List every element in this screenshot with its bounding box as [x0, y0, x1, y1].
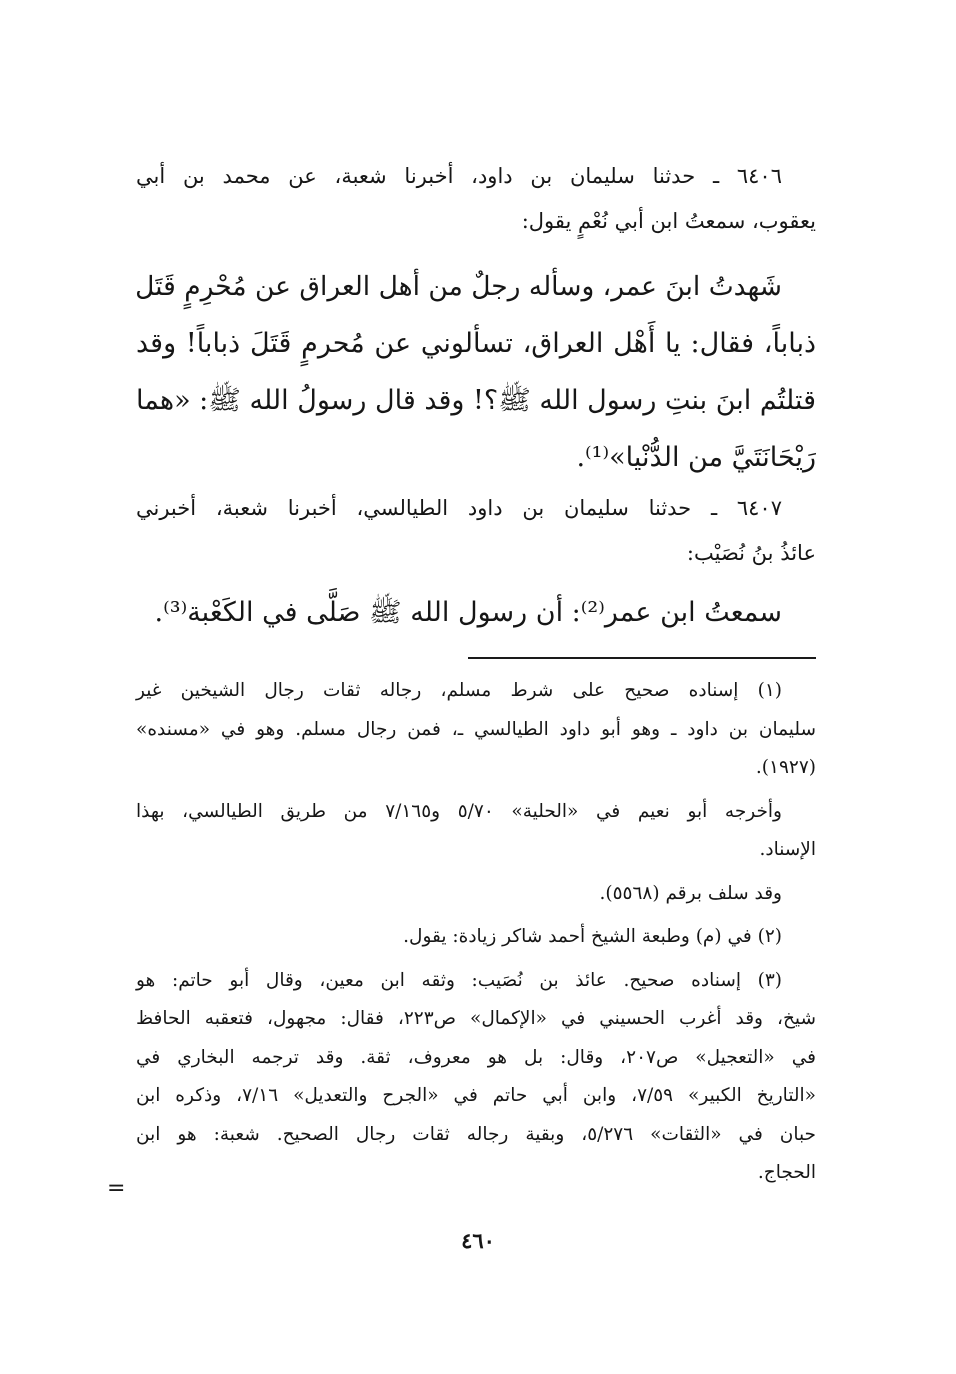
- text-line: (٣) إسناده صحيح. عائذ بن نُصَيب: وثقه ابن معين، وقال أبو حاتم: هو: [136, 969, 782, 991]
- text-line: وقد سلف برقم (٥٥٦٨).: [599, 882, 782, 904]
- footnote-divider: [468, 657, 816, 659]
- page-number: ٤٦٠: [461, 1228, 495, 1253]
- footnote-1-crossref: [136, 875, 816, 914]
- hadith-6407-isnad: [136, 486, 816, 576]
- hadith-6407-matn: [136, 584, 816, 641]
- text-line: الإسناد.: [759, 839, 816, 860]
- continuation-mark: =: [107, 1176, 126, 1201]
- footnote-2: [136, 918, 816, 957]
- hadith-6406-matn: [136, 258, 816, 486]
- footnote-1: [136, 672, 816, 788]
- text-line: رَيْحَانَتَيَّ من الدُّنْيا»⁽¹⁾.: [576, 442, 816, 473]
- text-line: قتلتُم ابنَ بنتِ رسول الله ﷺ؟! وقد قال رسولُ الله ﷺ: «هما: [136, 385, 816, 416]
- text-line: سمعتُ ابن عمر⁽²⁾: أن رسول الله ﷺ صَلَّى في الكَعْبة⁽³⁾.: [154, 597, 782, 628]
- text-line: (١) إسناده صحيح على شرط مسلم، رجاله ثقات رجال الشيخين غير: [136, 680, 782, 701]
- footnotes: [136, 672, 816, 1198]
- text-line: ٦٤٠٦ ـ حدثنا سليمان بن داود، أخبرنا شعبة، عن محمد بن أبي: [136, 164, 782, 188]
- text-line: في «التعجيل» ص٢٠٧، وقال: بل هو معروف، ثقة. وقد ترجمه البخاري في: [136, 1046, 816, 1068]
- text-line: شيخ، وقد أغرب الحسيني في «الإكمال» ص٢٢٣، فقال: مجهول، فتعقبه الحافظ: [136, 1008, 816, 1029]
- text-line: شَهدتُ ابنَ عمر، وسأله رجلٌ من أهل العراق عن مُحْرِمٍ قَتَل: [135, 271, 782, 302]
- footnote-3: [136, 962, 816, 1193]
- text-line: ٦٤٠٧ ـ حدثنا سليمان بن داود الطيالسي، أخبرنا شعبة، أخبرني: [136, 496, 782, 520]
- footnote-1-takhrij: [136, 793, 816, 870]
- text-line: حبان في «الثقات» ٥/٢٧٦، وبقية رجاله ثقات رجال الصحيح. شعبة: هو ابن: [136, 1123, 816, 1145]
- text-line: وأخرجه أبو نعيم في «الحلية» ٥/٧٠ و٧/١٦٥ من طريق الطيالسي، بهذا: [136, 800, 782, 822]
- text-line: «التاريخ الكبير» ٧/٥٩، وابن أبي حاتم في «الجرح والتعديل» ٧/١٦، وذكره ابن: [136, 1085, 816, 1106]
- hadith-6406-isnad: [136, 154, 816, 244]
- text-line: يعقوب، سمعتُ ابن أبي نُعْمٍ يقول:: [521, 209, 816, 233]
- text-line: (١٩٢٧).: [755, 757, 816, 778]
- text-line: الحجاج.: [757, 1162, 816, 1183]
- text-line: ذباباً، فقال: يا أَهْل العراق، تسألوني عن مُحرمٍ قَتَلَ ذباباً! وقد: [136, 328, 816, 359]
- text-line: سليمان بن داود ـ وهو أبو داود الطيالسي ـ، فمن رجال مسلم. وهو في «مسنده»: [136, 718, 816, 740]
- text-line: عائذُ بنُ نُصَيْب:: [686, 541, 816, 565]
- text-line: (٢) في (م) وطبعة الشيخ أحمد شاكر زيادة: يقول.: [403, 926, 782, 947]
